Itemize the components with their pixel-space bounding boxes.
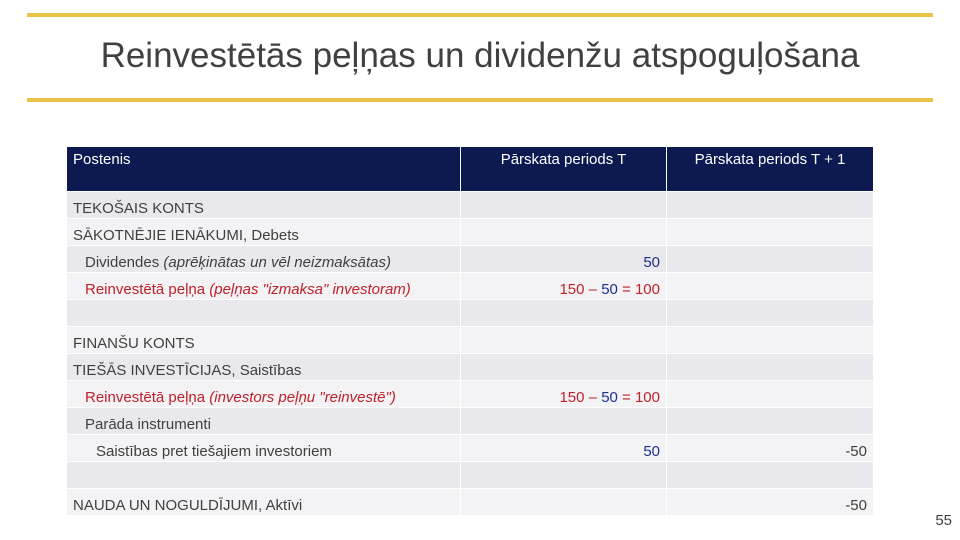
value-part-total: 150 – <box>559 281 602 298</box>
table-row <box>67 246 874 273</box>
table-header-row <box>67 147 874 192</box>
row-value-t1 <box>667 273 874 300</box>
header-period-t: Pārskata periods T <box>461 147 667 192</box>
row-label-main: Reinvestētā peļņa <box>85 389 210 406</box>
value-part-dividend: 50 <box>601 389 618 406</box>
row-value-t: 50 <box>461 435 667 462</box>
row-value-t <box>461 273 667 300</box>
row-value-t <box>461 192 667 219</box>
row-label-main: Reinvestētā peļņa <box>85 281 210 298</box>
row-value-t <box>461 408 667 435</box>
row-value-t1: -50 <box>667 489 874 516</box>
row-label: Parāda instrumenti <box>67 408 461 435</box>
row-value-t <box>461 219 667 246</box>
table-row <box>67 273 874 300</box>
row-label: SĀKOTNĒJIE IENĀKUMI, Debets <box>67 219 461 246</box>
row-value-t <box>461 381 667 408</box>
row-value-t1 <box>667 462 874 489</box>
row-value-t <box>461 354 667 381</box>
row-value-t: 50 <box>461 246 667 273</box>
row-value-t1 <box>667 354 874 381</box>
row-label <box>67 273 461 300</box>
row-label-note: (peļņas "izmaksa" investoram) <box>209 281 411 298</box>
row-value-t1 <box>667 219 874 246</box>
row-label-note: (aprēķinātas un vēl neizmaksātas) <box>163 254 391 271</box>
row-value-t <box>461 489 667 516</box>
page-number: 55 <box>935 512 952 529</box>
row-value-t1 <box>667 246 874 273</box>
table-row <box>67 462 874 489</box>
row-label: NAUDA UN NOGULDĪJUMI, Aktīvi <box>67 489 461 516</box>
value-part-total: 150 – <box>559 389 602 406</box>
row-label: TEKOŠAIS KONTS <box>67 192 461 219</box>
header-item: Postenis <box>67 147 461 192</box>
row-value-t <box>461 300 667 327</box>
table-row <box>67 219 874 246</box>
top-accent-rule <box>27 13 933 17</box>
table-row <box>67 435 874 462</box>
bottom-accent-rule <box>27 98 933 102</box>
value-part-dividend: 50 <box>601 281 618 298</box>
row-label <box>67 300 461 327</box>
table-row <box>67 408 874 435</box>
page-title: Reinvestētās peļņas un dividenžu atspoguļošana <box>100 36 860 75</box>
row-value-t <box>461 327 667 354</box>
row-value-t1 <box>667 300 874 327</box>
row-label: FINANŠU KONTS <box>67 327 461 354</box>
table-row <box>67 354 874 381</box>
row-value-t1 <box>667 192 874 219</box>
row-value-t1 <box>667 327 874 354</box>
table-row <box>67 300 874 327</box>
row-label: Saistības pret tiešajiem investoriem <box>67 435 461 462</box>
table-row <box>67 381 874 408</box>
table-row <box>67 192 874 219</box>
row-label: TIEŠĀS INVESTĪCIJAS, Saistības <box>67 354 461 381</box>
row-label <box>67 246 461 273</box>
row-label-note: (investors peļņu "reinvestē") <box>209 389 396 406</box>
row-value-t1 <box>667 408 874 435</box>
row-label <box>67 462 461 489</box>
table-row <box>67 489 874 516</box>
row-label-main: Dividendes <box>85 254 164 271</box>
accounting-table <box>66 146 874 516</box>
header-period-t1: Pārskata periods T + 1 <box>667 147 874 192</box>
row-value-t1 <box>667 381 874 408</box>
row-value-t <box>461 462 667 489</box>
value-part-result: = 100 <box>617 389 660 406</box>
table-row <box>67 327 874 354</box>
row-value-t1: -50 <box>667 435 874 462</box>
value-part-result: = 100 <box>617 281 660 298</box>
row-label <box>67 381 461 408</box>
